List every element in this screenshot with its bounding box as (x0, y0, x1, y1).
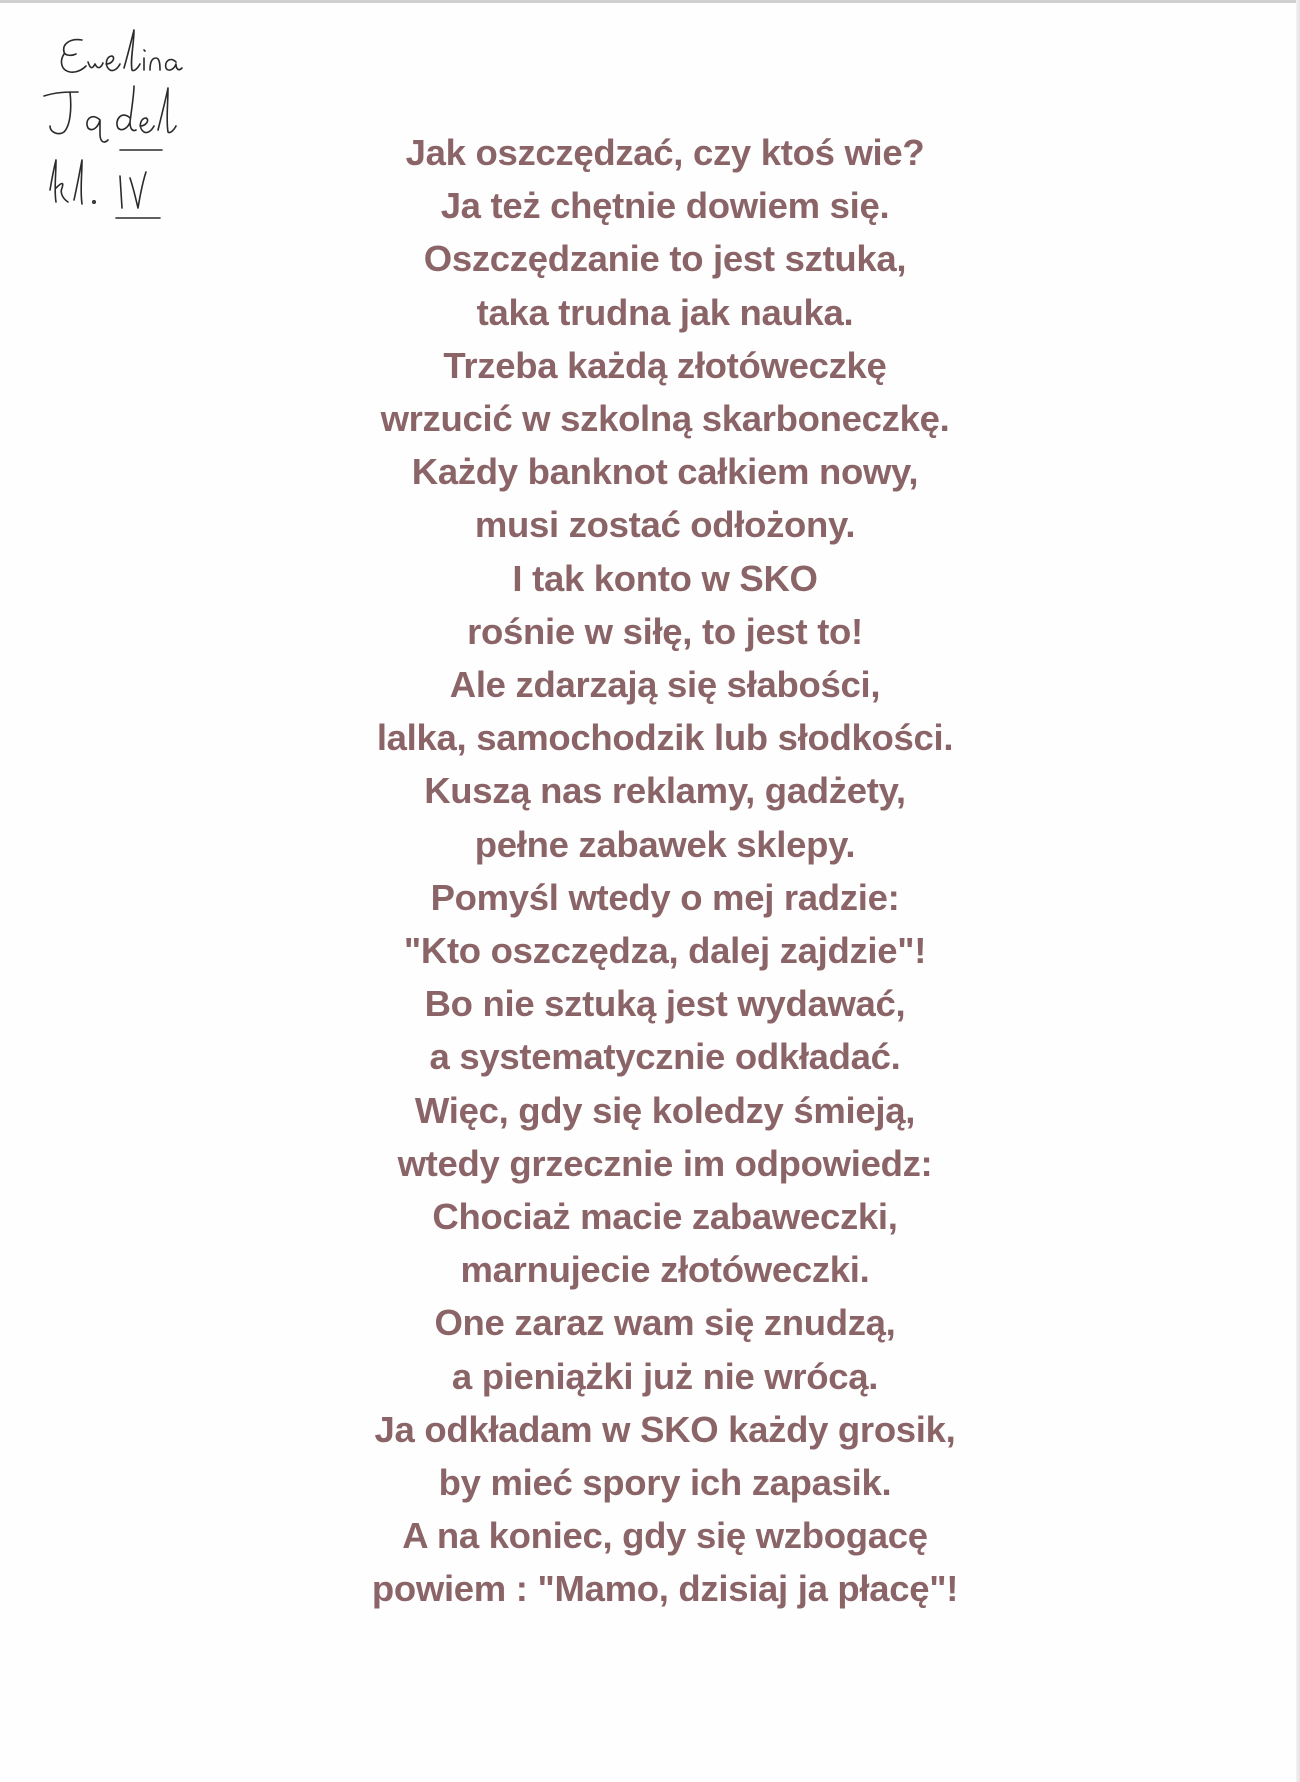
poem-line: Chociaż macie zabaweczki, (432, 1196, 898, 1238)
poem-line: Bo nie sztuką jest wydawać, (424, 983, 906, 1025)
poem-line: Ja też chętnie dowiem się. (440, 185, 890, 227)
poem-line: Kuszą nas reklamy, gadżety, (424, 770, 906, 812)
poem (250, 126, 1080, 1616)
poem-line: marnujecie złotóweczki. (460, 1249, 870, 1291)
poem-line: musi zostać odłożony. (474, 504, 856, 546)
poem-line: wtedy grzecznie im odpowiedz: (397, 1142, 933, 1184)
poem-line: Oszczędzanie to jest sztuka, (423, 238, 907, 280)
scan-top-edge (0, 0, 1300, 3)
poem-line: One zaraz wam się znudzą, (434, 1302, 896, 1344)
poem-line: Więc, gdy się koledzy śmieją, (414, 1089, 916, 1131)
poem-line: taka trudna jak nauka. (476, 291, 854, 333)
poem-line: a pieniążki już nie wrócą. (451, 1355, 879, 1397)
poem-line: "Kto oszczędza, dalej zajdzie"! (403, 930, 927, 972)
poem-line: A na koniec, gdy się wzbogacę (402, 1515, 928, 1557)
poem-line: wrzucić w szkolną skarboneczkę. (380, 398, 950, 440)
poem-line: rośnie w siłę, to jest to! (467, 610, 863, 652)
poem-line: Pomyśl wtedy o mej radzie: (430, 876, 900, 918)
poem-line: Jak oszczędzać, czy ktoś wie? (405, 132, 925, 173)
poem-line: a systematycznie odkładać. (429, 1036, 901, 1078)
poem-line: lalka, samochodzik lub słodkości. (376, 717, 954, 759)
poem-line: Trzeba każdą złotóweczkę (443, 344, 887, 386)
poem-line: by mieć spory ich zapasik. (438, 1462, 892, 1504)
poem-line: Ale zdarzają się słabości, (449, 664, 881, 706)
poem-line: powiem : "Mamo, dzisiaj ja płacę"! (371, 1568, 959, 1610)
poem-line: I tak konto w SKO (512, 557, 818, 599)
poem-line: Każdy banknot całkiem nowy, (411, 451, 919, 493)
poem-line: pełne zabawek sklepy. (474, 823, 856, 865)
poem-line: Ja odkładam w SKO każdy grosik, (374, 1408, 956, 1450)
scan-right-edge (1296, 0, 1300, 1782)
